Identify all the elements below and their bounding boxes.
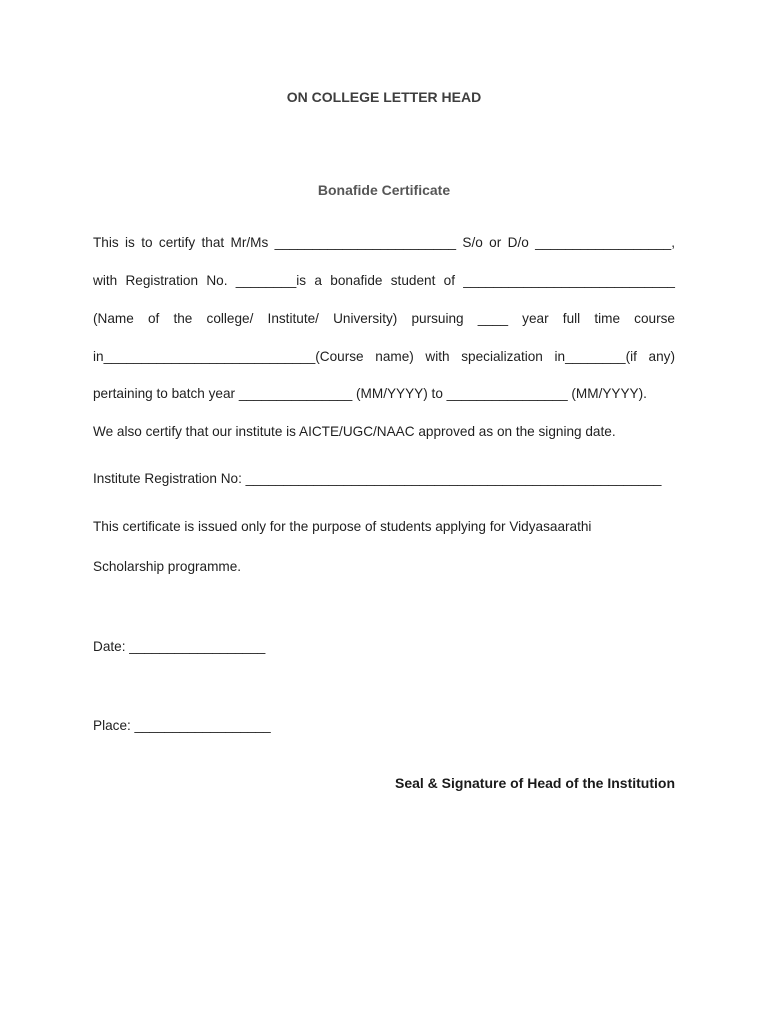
place-field: Place: __________________ <box>93 718 271 733</box>
letter-head-heading: ON COLLEGE LETTER HEAD <box>286 89 482 105</box>
institute-registration-field: Institute Registration No: _______________________________________________________ <box>93 471 662 486</box>
certificate-title: Bonafide Certificate <box>317 182 451 198</box>
certificate-paragraph-line: with Registration No. ________is a bonafide student of ____________________________ <box>93 273 675 288</box>
certificate-paragraph-line: This is to certify that Mr/Ms ________________________ S/o or D/o __________________, <box>93 235 675 250</box>
certificate-paragraph-line: (Name of the college/ Institute/ University) pursuing ____ year full time course <box>93 311 675 326</box>
signature-label: Seal & Signature of Head of the Institution <box>394 775 675 791</box>
certificate-paragraph-line: in____________________________(Course name) with specialization in________(if any) <box>93 349 675 364</box>
purpose-line: This certificate is issued only for the purpose of students applying for Vidyasaarathi <box>93 519 592 534</box>
certificate-paragraph-line: pertaining to batch year _______________ (MM/YYYY) to ________________ (MM/YYYY). <box>93 386 647 401</box>
certificate-paragraph-line: We also certify that our institute is AICTE/UGC/NAAC approved as on the signing date. <box>93 424 616 439</box>
date-field: Date: __________________ <box>93 639 266 654</box>
purpose-line: Scholarship programme. <box>93 559 242 574</box>
